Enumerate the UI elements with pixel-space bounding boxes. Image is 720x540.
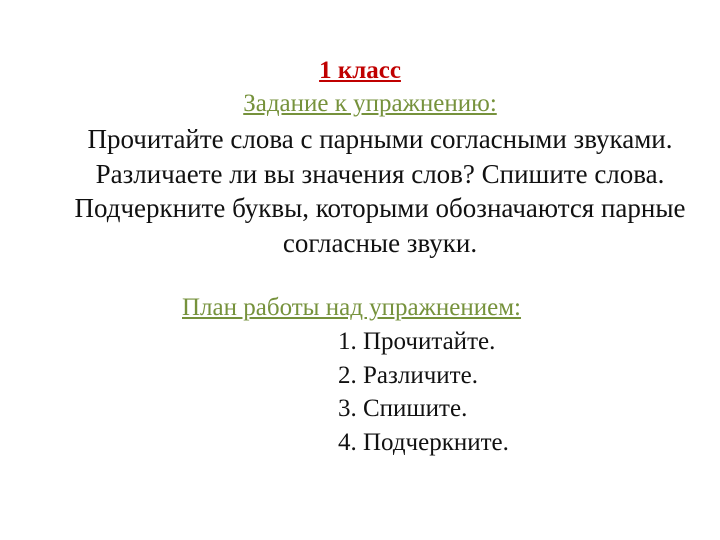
plan-steps-list (338, 325, 509, 459)
task-line: Прочитайте слова с парными согласными звуками. (87, 124, 673, 154)
task-line: Подчеркните буквы, которыми обозначаются парные (74, 193, 686, 223)
grade-title: 1 класс (319, 57, 401, 84)
task-line: Различаете ли вы значения слов? Спишите слова. (95, 158, 665, 189)
plan-step: 1. Прочитайте. (338, 328, 496, 355)
task-line: согласные звуки. (282, 227, 478, 258)
plan-step: 2. Различите. (338, 361, 478, 389)
task-instructions (38, 122, 720, 260)
task-heading: Задание к упражнению: (243, 90, 497, 117)
plan-step: 4. Подчеркните. (338, 428, 509, 456)
plan-heading: План работы над упражнением: (182, 294, 522, 321)
plan-step: 3. Спишите. (338, 395, 468, 422)
